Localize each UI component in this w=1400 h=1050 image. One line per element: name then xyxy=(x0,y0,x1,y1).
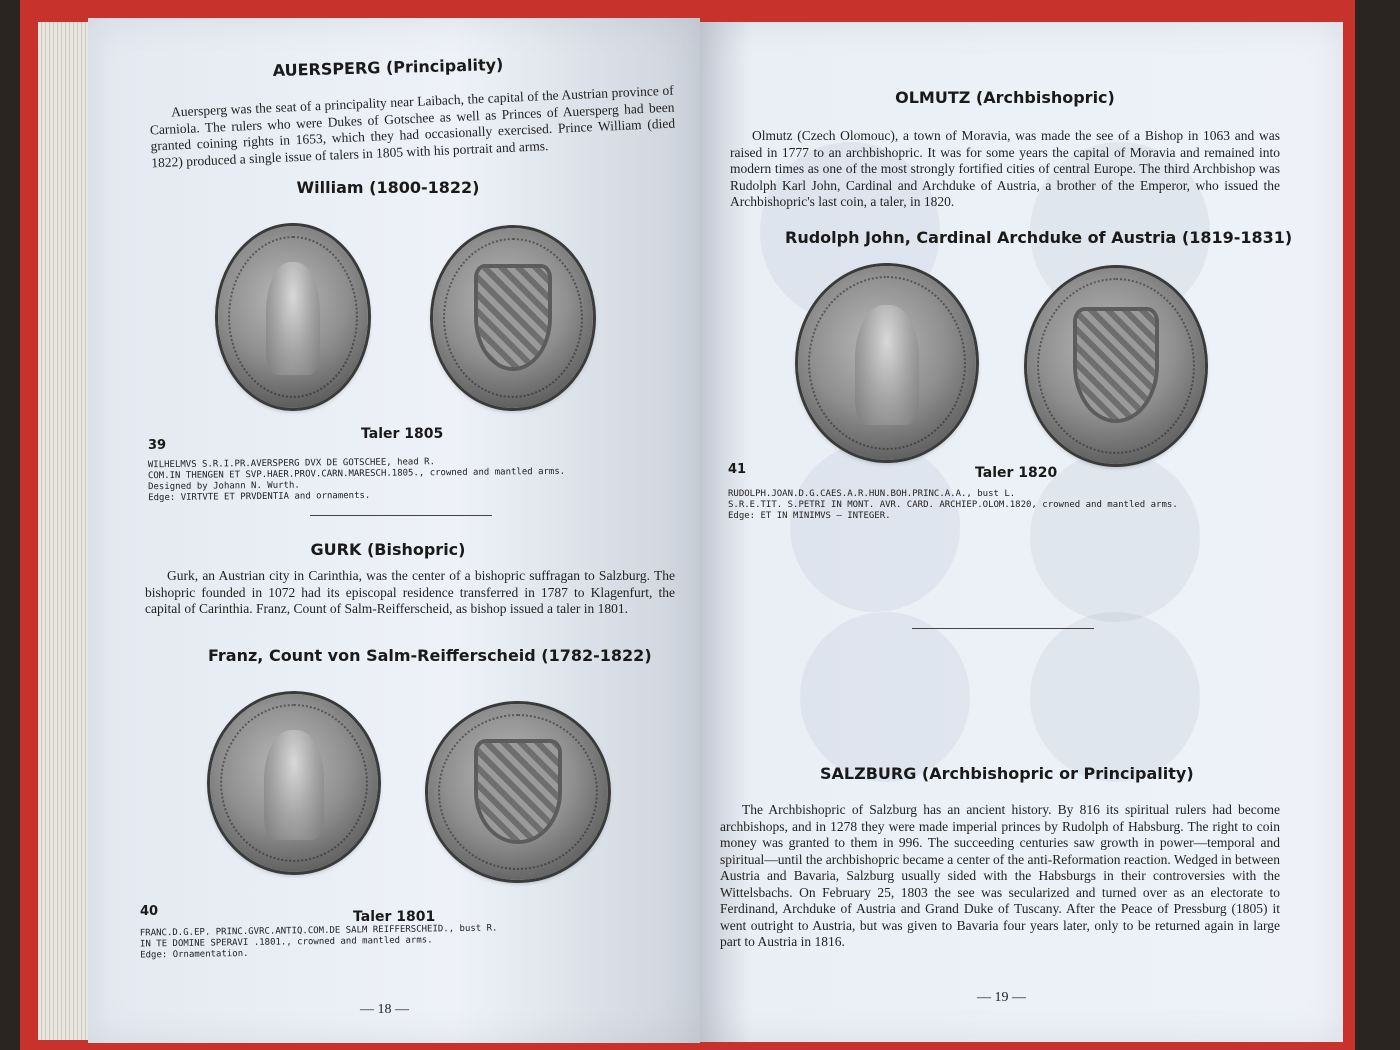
olmutz-intro: Olmutz (Czech Olomouc), a town of Moravia, was made the see of a Bishop in 1063 and was raised in 1777 to an archbishopric. It was for some years the capital of Moravia and remained into modern times as one of the most strongly fortified cities of central Europe. The third Archbishop was Rudolph Karl John, Cardinal and Archduke of Austria, a brother of the Emperor, who issued the Archbishopric's last coin, a taler, in 1820. xyxy=(730,128,1280,209)
show-through-circle xyxy=(800,612,970,782)
coin-40-obverse xyxy=(210,694,378,872)
coin-39-legend xyxy=(148,456,566,504)
gurk-ruler: Franz, Count von Salm-Reifferscheid (1782-1822) xyxy=(208,646,652,665)
auersperg-ruler: William (1800-1822) xyxy=(296,178,480,197)
olmutz-ruler: Rudolph John, Cardinal Archduke of Austria (1819-1831) xyxy=(785,228,1293,247)
portrait-bust xyxy=(266,262,320,375)
coin-41-caption: Taler 1820 xyxy=(975,465,1058,481)
show-through-circle xyxy=(1030,612,1200,782)
gurk-intro: Gurk, an Austrian city in Carinthia, was the center of a bishopric suffragan to Salzburg. The bishopric founded in 1072 had its episcopal residence transferred in 1787 to Klagenfurt, the capital of Carinthia. Franz, Count of Salm-Reifferscheid, as bishop issued a taler in 1801. xyxy=(145,568,675,616)
section-divider xyxy=(310,515,492,516)
auersperg-intro: Auersperg was the seat of a principality near Laibach, the capital of the Austrian province of Carniola. The rulers who were Dukes of Gotschee as well as Princes of Auersperg had been granted coining rights in 1653, which they had occasionally exercised. Prince William (died 1822) produced a single issue of talers in 1805 with his portrait and arms. xyxy=(149,82,676,170)
show-through-circle xyxy=(790,442,960,612)
coin-41-legend xyxy=(728,489,1178,522)
left-page xyxy=(88,18,700,1043)
legend-line: IN TE DOMINE SPERAVI .1801., crowned and mantled arms. xyxy=(139,935,433,950)
coin-39-reverse xyxy=(433,228,593,408)
page-number-right: — 19 — xyxy=(977,990,1026,1005)
portrait-bust xyxy=(264,730,324,840)
catalog-number-40: 40 xyxy=(140,904,159,919)
arms-shield xyxy=(478,268,548,367)
coin-40-reverse xyxy=(428,704,608,880)
legend-line: S.R.E.TIT. S.PETRI IN MONT. AVR. CARD. ARCHIEP.OLOM.1820, crowned and mantled arms. xyxy=(728,500,1178,510)
arms-shield xyxy=(1077,311,1155,419)
gurk-heading: GURK (Bishopric) xyxy=(310,540,466,559)
coin-40-legend xyxy=(140,924,498,962)
salzburg-heading: SALZBURG (Archbishopric or Principality) xyxy=(820,764,1194,783)
coin-39-caption: Taler 1805 xyxy=(361,426,444,442)
legend-line: Edge: Ornamentation. xyxy=(140,948,249,961)
page-number-left: — 18 — xyxy=(360,1002,409,1017)
coin-41-obverse xyxy=(798,266,976,460)
portrait-bust xyxy=(855,305,919,425)
auersperg-heading: AUERSPERG (Principality) xyxy=(272,54,504,81)
legend-line: FRANC.D.G.EP. PRINC.GVRC.ANTIQ.COM.DE SALM REIFFERSCHEID., bust R. xyxy=(139,923,498,939)
coin-39-obverse xyxy=(218,226,368,408)
olmutz-heading: OLMUTZ (Archbishopric) xyxy=(895,88,1115,107)
coin-40-caption: Taler 1801 xyxy=(353,909,436,925)
catalog-number-41: 41 xyxy=(728,462,747,477)
legend-line: Edge: ET IN MINIMVS — INTEGER. xyxy=(728,511,891,521)
arms-shield xyxy=(478,743,557,840)
legend-line: COM.IN THENGEN ET SVP.HAER.PROV.CARN.MARESCH.1805., crowned and mantled arms. xyxy=(147,466,566,482)
coin-41-reverse xyxy=(1027,268,1205,464)
section-divider xyxy=(912,628,1094,629)
catalog-number-39: 39 xyxy=(148,438,167,453)
legend-line: Edge: VIRTVTE ET PRVDENTIA and ornaments. xyxy=(148,490,371,504)
right-page xyxy=(700,22,1343,1042)
legend-line: WILHELMVS S.R.I.PR.AVERSPERG DVX DE GOTSCHEE, head R. xyxy=(147,457,436,471)
legend-line: RUDOLPH.JOAN.D.G.CAES.A.R.HUN.BOH.PRINC.A.A., bust L. xyxy=(728,489,1016,499)
salzburg-intro: The Archbishopric of Salzburg has an ancient history. By 816 its spiritual rulers had become archbishops, and in 1278 they were made imperial princes by Rudolph of Habsburg. The right to coin money was granted to them in 996. The succeeding centuries saw growth in power—temporal and spiritual—until the archbishopric became a center of the anti-Reformation reaction. Wedged in between Austria and Bavaria, Salzburg usually sided with the Habsburgs in their controversies with the Wittelsbachs. On February 25, 1803 the see was secularized and turned over as an electorate to Ferdinand, Archduke of Austria and Grand Duke of Tuscany. After the Peace of Pressburg (1805) it went outright to Austria, but was given to Bavaria four years later, only to be returned again in large part to Austria in 1816. xyxy=(720,802,1280,949)
legend-line: Designed by Johann N. Wurth. xyxy=(148,480,300,493)
